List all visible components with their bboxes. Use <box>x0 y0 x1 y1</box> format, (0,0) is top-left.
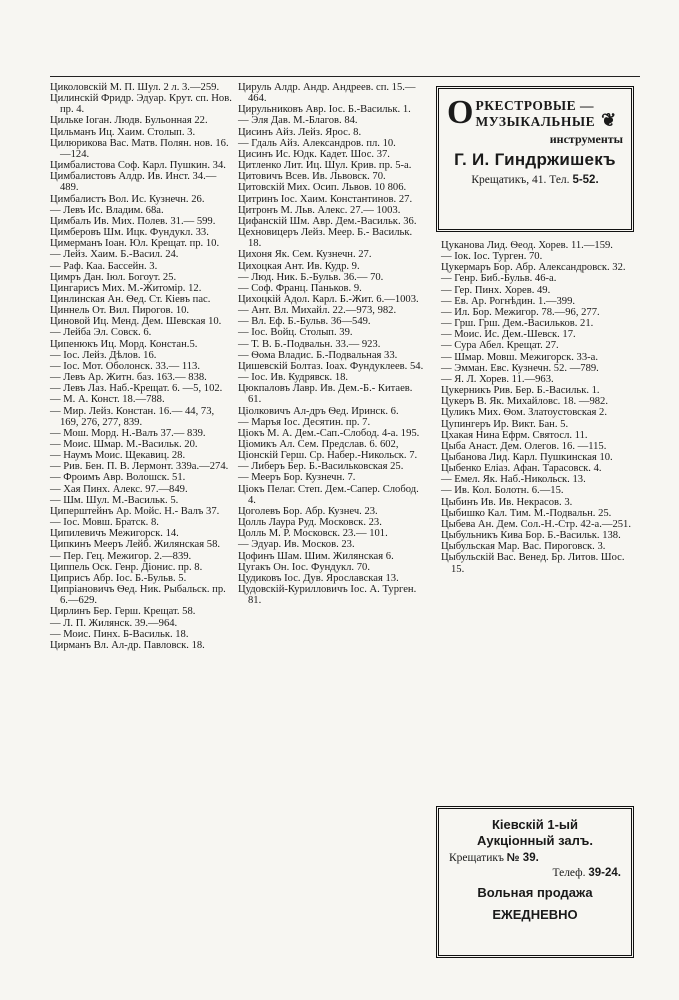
directory-entry: Цирманъ Вл. Ал-др. Павловск. 18. <box>50 639 205 651</box>
directory-entry: — Сура Абел. Крещат. 27. <box>441 340 559 352</box>
directory-entry: Цимбалъ Ив. Мих. Полев. 31.— 599. <box>50 215 216 227</box>
directory-entry: Цукермаръ Бор. Абр. Александровск. 32. <box>441 262 626 274</box>
ornament-icon: ❦ <box>601 109 617 130</box>
directory-entry: Ципріановичъ Ѳед. Ник. Рыбальск. пр. 6.—629. <box>50 584 226 607</box>
directory-entry: — Соф. Франц. Паньков. 9. <box>238 282 362 294</box>
directory-entry: Цихоцкая Ант. Ив. Кудр. 9. <box>238 260 360 272</box>
directory-entry: Цишевскій Болтаз. Іоах. Фундуклеев. 54. <box>238 360 424 372</box>
ad2-footer-2: ЕЖЕДНЕВНО <box>492 907 578 922</box>
directory-entry: Цыба Анаст. Дем. Олегов. 16. —115. <box>441 440 607 452</box>
directory-entry: Цитовскій Мих. Осип. Львов. 10 806. <box>238 182 407 194</box>
directory-entry: Ципенюкъ Иц. Морд. Констан.5. <box>50 338 198 350</box>
directory-entry: — Гер. Пинх. Хорев. 49. <box>441 284 551 296</box>
directory-entry: — Мир. Лейз. Констан. 16.— 44, 73, 169, 276, 277, 839. <box>50 405 215 428</box>
directory-entry: Цирульниковъ Авр. Іос. Б.-Васильк. 1. <box>238 104 411 116</box>
directory-entry: Ціокъ М. А. Дем.-Сап.-Слобод. 4-а. 195. <box>238 427 420 439</box>
directory-entry: Цюкпаловъ Лавр. Ив. Дем.-Б.- Китаев. 61. <box>238 383 413 406</box>
directory-entry: — Маръя Іос. Десятин. пр. 7. <box>238 416 371 428</box>
ad2-address <box>449 852 621 864</box>
directory-entry: Цыбинъ Ив. Ив. Некрасов. 3. <box>441 496 573 508</box>
directory-entry: Цимръ Дан. Іюл. Богоут. 25. <box>50 271 177 283</box>
directory-entry: Циновой Иц. Менд. Дем. Шевская 10. <box>50 316 222 328</box>
directory-entry: Цыбева Ан. Дем. Сол.-Н.-Стр. 42-а.—251. <box>441 518 632 530</box>
ad1-phone: 5-52. <box>572 174 599 186</box>
ad2-footer-1: Вольная продажа <box>477 885 593 900</box>
directory-entry: — Левъ Ар. Житн. баз. 163.— 838. <box>50 372 207 384</box>
directory-entry: Цитленко Лит. Иц. Шул. Крив. пр. 5-а. <box>238 160 412 172</box>
ad1-words <box>475 98 616 129</box>
directory-entry: Циприсъ Абр. Іос. Б.-Бульв. 5. <box>50 572 187 584</box>
directory-entry: Ціонскій Герш. Ср. Набер.-Никольск. 7. <box>238 450 418 462</box>
directory-entry: Цыбульскій Вас. Венед. Бр. Литов. Шос. 15. <box>441 552 625 575</box>
directory-entry: Цыбанова Лид. Карл. Пушкинская 10. <box>441 451 613 463</box>
directory-entry: Ципкинъ Мееръ Лейб. Жилянская 58. <box>50 539 221 551</box>
column-2 <box>238 82 428 606</box>
ad1-word-2-row <box>475 109 617 130</box>
directory-entry: — Емел. Як. Наб.-Никольск. 13. <box>441 474 586 486</box>
directory-entry: — Іос. Лейз. Дѣлов. 16. <box>50 349 157 361</box>
directory-entry: — Моис. Шмар. М.-Васильк. 20. <box>50 439 198 450</box>
ad2-tel-label: Телеф. <box>552 867 586 879</box>
ad1-merchant-name: Г. И. Гиндржишекъ <box>454 150 616 169</box>
directory-entry: — Моис. Ис. Дем.-Шевск. 17. <box>441 329 576 341</box>
directory-entry: — Раф. Каа. Бассейн. 3. <box>50 260 158 272</box>
directory-entry: — Люд. Ник. Б.-Бульв. 36.— 70. <box>238 271 384 283</box>
directory-entry: Цисинъ Айз. Лейз. Ярос. 8. <box>238 126 362 138</box>
column-3 <box>441 240 636 575</box>
directory-entry: — Ѳома Владис. Б.-Подвальная 33. <box>238 349 398 361</box>
directory-entry: — Эля Дав. М.-Благов. 84. <box>238 115 358 127</box>
directory-entry: Цимбалистовъ Алдр. Ив. Инст. 34.—489. <box>50 171 217 194</box>
directory-entry: Цимберовъ Шм. Ицк. Фундукл. 33. <box>50 227 209 239</box>
directory-entry: — Левъ Лаз. Наб.-Крещат. 6. —5, 102. <box>50 383 223 395</box>
ad1-heading <box>447 96 623 130</box>
directory-entry: — Т. В. Б.-Подвальн. 33.— 923. <box>238 338 381 350</box>
directory-entry: Цуликъ Мих. Ѳом. Златоустовская 2. <box>441 407 607 419</box>
directory-entry: Цитронъ М. Льв. Алекс. 27.— 1003. <box>238 204 401 216</box>
directory-entry: — Мееръ Бор. Кузнечн. 7. <box>238 472 356 484</box>
ad1-word-1: РКЕСТРОВЫЕ — <box>475 97 595 113</box>
directory-entry: Циннель От. Вил. Пирогов. 10. <box>50 305 190 317</box>
ad1-word-2: УЗЫКАЛЬНЫЕ <box>488 113 596 129</box>
directory-entry: Цолль Лаура Руд. Московск. 23. <box>238 517 382 529</box>
ad2-title-1: Кіевскій 1-ый <box>491 817 579 832</box>
directory-entry: — Гдаль Айз. Александров. пл. 10. <box>238 137 396 149</box>
directory-entry: Цингарисъ Мих. М.-Житомір. 12. <box>50 282 202 294</box>
directory-entry: Цируль Алдр. Андр. Андреев. сп. 15.—464. <box>238 82 416 105</box>
directory-entry: Цитовичъ Всев. Ив. Львовск. 70. <box>238 171 386 183</box>
directory-entry: Цолль М. Р. Московск. 23.— 101. <box>238 528 388 540</box>
directory-entry: — Лейба Эл. Совск. 6. <box>50 327 152 339</box>
directory-entry: Цыбульникъ Кива Бор. Б.-Васильк. 138. <box>441 530 621 542</box>
directory-entry: Цоголевъ Бор. Абр. Кузнеч. 23. <box>238 505 378 517</box>
ad2-tel: 39-24. <box>588 867 621 879</box>
directory-entry: Цупингеръ Ир. Викт. Бан. 5. <box>441 418 569 430</box>
ad2-number: № 39. <box>506 852 539 864</box>
directory-entry: — Ив. Кол. Болотн. 6.—15. <box>441 485 564 497</box>
directory-entry: Цыбишко Кал. Тим. М.-Подвальн. 25. <box>441 507 612 519</box>
directory-entry: — Фроимъ Авр. Волошск. 51. <box>50 472 186 484</box>
directory-entry: — Шм. Шул. М.-Васильк. 5. <box>50 494 179 506</box>
directory-entry: Цудовскій-Курилловичъ Іос. А. Турген. 81. <box>238 584 417 607</box>
directory-entry: — М. А. Конст. 18.—788. <box>50 394 165 406</box>
directory-entry: — Моис. Пинх. Б-Васильк. 18. <box>50 628 189 640</box>
directory-entry: — Генр. Биб.-Бульв. 46-а. <box>441 273 557 285</box>
directory-entry: Цильманъ Иц. Хаим. Столып. 3. <box>50 126 196 138</box>
ad2-address-text: Крещатикъ <box>449 852 504 864</box>
directory-entry: Цыбенко Еліаз. Афан. Тарасовск. 4. <box>441 463 602 475</box>
ad2-telephone <box>449 867 621 879</box>
directory-entry: — Іос. Мот. Оболонск. 33.— 113. <box>50 360 200 372</box>
directory-entry: — Ант. Вл. Михайл. 22.—973, 982. <box>238 305 397 317</box>
directory-entry: Цихоцкій Адол. Карл. Б.-Жит. 6.—1003. <box>238 293 419 305</box>
ad2-title-2: Аукціонный залъ. <box>477 833 593 848</box>
directory-entry: — Пер. Гец. Межигор. 2.—839. <box>50 550 192 562</box>
directory-entry: — Іос. Войц. Столып. 39. <box>238 327 353 339</box>
directory-entry: Цилинскій Фридр. Эдуар. Крут. сп. Нов. пр. 4. <box>50 93 232 116</box>
directory-entry: — Ил. Бор. Межигор. 78.—96, 277. <box>441 306 600 318</box>
directory-entry: Цимерманъ Іоан. Юл. Крещат. пр. 10. <box>50 238 220 250</box>
directory-entry: — Ев. Ар. Рогнѣдин. 1.—399. <box>441 295 576 307</box>
directory-entry: — Рив. Бен. П. В. Лермонт. 339а.—274. <box>50 461 229 473</box>
directory-entry: Цисинъ Ис. Юдк. Кадет. Шос. 37. <box>238 148 390 160</box>
advertisement-auction-hall <box>436 806 634 958</box>
directory-entry: Цирлинъ Бер. Герш. Крещат. 58. <box>50 606 196 618</box>
directory-entry: — Вл. Еф. Б.-Бульв. 36—549. <box>238 316 371 328</box>
ad1-initial <box>447 96 473 130</box>
directory-entry: — Либеръ Бер. Б.-Васильковская 25. <box>238 461 404 473</box>
directory-entry: Цуканова Лид. Ѳеод. Хорев. 11.—159. <box>441 240 613 251</box>
directory-entry: — Грш. Грш. Дем.-Васильков. 21. <box>441 318 594 330</box>
directory-entry: — Іос. Ив. Кудрявск. 18. <box>238 372 349 384</box>
column-1 <box>50 82 233 651</box>
directory-entry: — Лейз. Хаим. Б.-Васил. 24. <box>50 249 179 261</box>
directory-entry: — Наумъ Моис. Щекавиц. 28. <box>50 450 186 462</box>
directory-entry: — Эмман. Евс. Кузнечн. 52. —789. <box>441 362 599 374</box>
directory-entry: Цыбульская Мар. Вас. Пироговск. 3. <box>441 541 606 553</box>
directory-entry: — Іос. Мовш. Братск. 8. <box>50 517 159 529</box>
directory-entry: — Хая Пинх. Алекс. 97.—849. <box>50 483 188 495</box>
top-rule <box>50 76 640 77</box>
directory-entry: — Л. П. Жилянск. 39.—964. <box>50 617 178 629</box>
directory-entry: Цитринъ Іос. Хаим. Константинов. 27. <box>238 193 413 205</box>
directory-entry: — Левъ Ис. Владим. 68а. <box>50 204 164 216</box>
directory-entry: Цифанскій Шм. Авр. Дем.-Васильк. 36. <box>238 215 417 227</box>
directory-entry: Ціолковичъ Ал-дръ Ѳед. Иринск. 6. <box>238 405 399 417</box>
directory-entry: Ціокъ Пелаг. Степ. Дем.-Сапер. Слобод. 4. <box>238 483 419 506</box>
advertisement-orchestral-instruments <box>436 86 634 232</box>
directory-entry: Цихоня Як. Сем. Кузнечн. 27. <box>238 249 372 261</box>
directory-entry: Цхакая Нина Ефрм. Святосл. 11. <box>441 429 588 441</box>
directory-entry: Циколовскій М. П. Шул. 2 л. 3.—259. <box>50 82 220 93</box>
directory-entry: — Эдуар. Ив. Москов. 23. <box>238 539 355 551</box>
directory-entry: — Іок. Іос. Турген. 70. <box>441 251 543 263</box>
directory-entry: — Шмар. Мовш. Межигорск. 33-а. <box>441 351 599 363</box>
directory-entry: Цукеръ В. Як. Михайловс. 18. —982. <box>441 396 608 408</box>
directory-entry: Цугакъ Он. Іос. Фундукл. 70. <box>238 561 370 573</box>
directory-entry: Цимбалистова Соф. Карл. Пушкин. 34. <box>50 160 226 172</box>
ad1-address-text: Крещатикъ, 41. Тел. <box>471 174 570 186</box>
ad1-address <box>447 174 623 186</box>
directory-entry: Цинлинская Ан. Ѳед. Ст. Кіевъ пас. <box>50 293 211 305</box>
directory-entry: Ципилевичъ Межигорск. 14. <box>50 528 179 540</box>
directory-entry: Цильке Іоган. Людв. Бульонная 22. <box>50 115 208 127</box>
directory-entry: Ціомикъ Ал. Сем. Предслав. 6. 602, <box>238 439 399 450</box>
directory-entry: — Я. Л. Хорев. 11.—963. <box>441 373 554 385</box>
ad1-subtitle: инструменты <box>549 132 623 146</box>
directory-entry: Циппель Оск. Генр. Діонис. пр. 8. <box>50 561 203 573</box>
directory-entry: Цимбалистъ Вол. Ис. Кузнечн. 26. <box>50 193 205 205</box>
ad1-letter-o: О <box>447 94 474 131</box>
directory-entry: Цилюрикова Вас. Матв. Полян. нов. 16.—124. <box>50 137 229 160</box>
directory-entry: Цудиковъ Іос. Дув. Ярославская 13. <box>238 572 399 584</box>
directory-entry: Цехновицеръ Лейз. Меер. Б.- Васильк. 18. <box>238 227 413 250</box>
ad1-letter-m: М <box>475 113 489 129</box>
directory-entry: — Мош. Морд. Н.-Валъ 37.— 839. <box>50 427 206 439</box>
directory-entry: Циперштейнъ Ар. Мойс. Н.- Валъ 37. <box>50 505 220 517</box>
directory-entry: Цофинъ Шам. Шим. Жилянская 6. <box>238 550 394 562</box>
directory-entry: Цукерникъ Рив. Бер. Б.-Васильк. 1. <box>441 385 600 397</box>
